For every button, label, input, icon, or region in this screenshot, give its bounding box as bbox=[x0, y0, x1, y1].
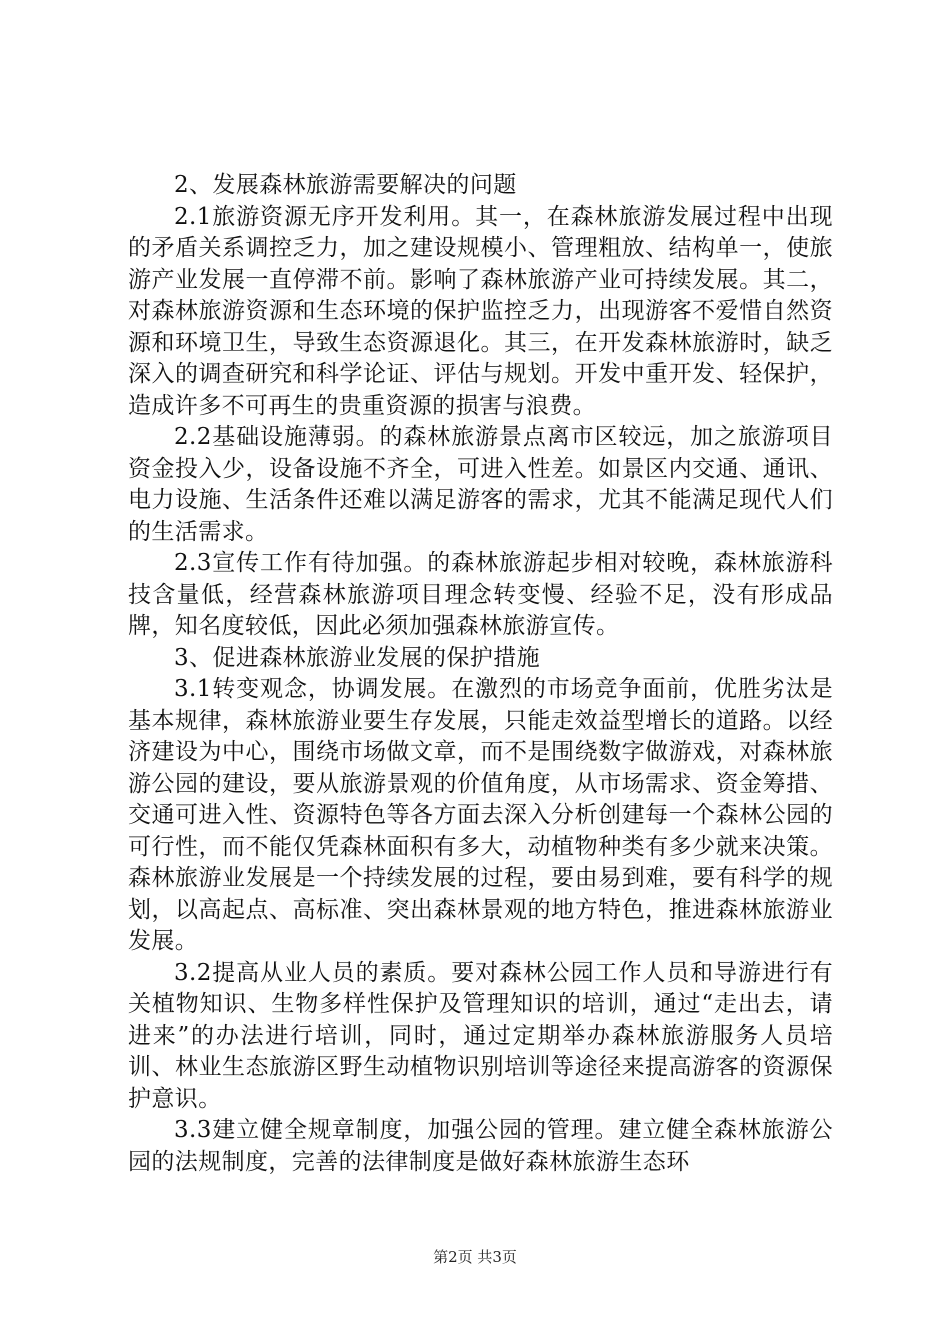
section-heading-2: 2、发展森林旅游需要解决的问题 bbox=[174, 172, 517, 198]
document-body bbox=[128, 170, 833, 1178]
paragraph-3-1: 3.1转变观念，协调发展。在激烈的市场竞争面前，优胜劣汰是基本规律，森林旅游业要生存发展，只能走效益型增长的道路。以经济建设为中心，围绕市场做文章，而不是围绕数字做游戏，对森林旅游公园的建设，要从旅游景观的价值角度，从市场需求、资金筹措、交通可进入性、资源特色等各方面去深入分析创建每一个森林公园的可行性，而不能仅凭森林面积有多大，动植物种类有多少就来决策。森林旅游业发展是一个持续发展的过程，要由易到难，要有科学的规划，以高起点、高标准、突出森林景观的地方特色，推进森林旅游业发展。 bbox=[128, 676, 833, 954]
page-footer: 第2页 共3页 bbox=[433, 1248, 517, 1266]
section-heading-3: 3、促进森林旅游业发展的保护措施 bbox=[174, 644, 541, 671]
paragraph-3-3: 3.3建立健全规章制度，加强公园的管理。建立健全森林旅游公园的法规制度，完善的法律制度是做好森林旅游生态环 bbox=[128, 1117, 833, 1175]
paragraph-2-2: 2.2基础设施薄弱。的森林旅游景点离市区较远，加之旅游项目资金投入少，设备设施不齐全，可进入性差。如景区内交通、通讯、电力设施、生活条件还难以满足游客的需求，尤其不能满足现代人们的生活需求。 bbox=[128, 424, 833, 545]
paragraph-3-2: 3.2提高从业人员的素质。要对森林公园工作人员和导游进行有关植物知识、生物多样性保护及管理知识的培训，通过“走出去，请进来”的办法进行培训，同时，通过定期举办森林旅游服务人员培训、林业生态旅游区野生动植物识别培训等途径来提高游客的资源保护意识。 bbox=[128, 959, 833, 1112]
paragraph-2-1: 2.1旅游资源无序开发利用。其一，在森林旅游发展过程中出现的矛盾关系调控乏力，加之建设规模小、管理粗放、结构单一，使旅游产业发展一直停滞不前。影响了森林旅游产业可持续发展。其二，对森林旅游资源和生态环境的保护监控乏力，出现游客不爱惜自然资源和环境卫生，导致生态资源退化。其三，在开发森林旅游时，缺乏深入的调查研究和科学论证、评估与规划。开发中重开发、轻保护，造成许多不可再生的贵重资源的损害与浪费。 bbox=[128, 203, 833, 419]
paragraph-2-3: 2.3宣传工作有待加强。的森林旅游起步相对较晚，森林旅游科技含量低，经营森林旅游项目理念转变慢、经验不足，没有形成品牌，知名度较低，因此必须加强森林旅游宣传。 bbox=[128, 550, 833, 639]
